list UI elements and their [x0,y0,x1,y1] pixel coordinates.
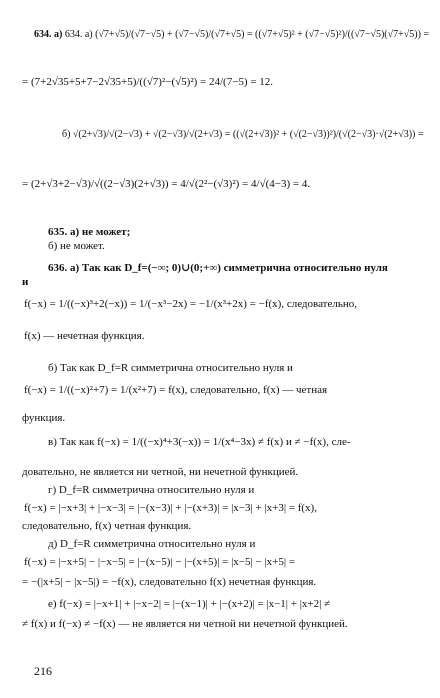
page-number: 216 [34,664,52,678]
line-636b-intro: б) Так как D_f=R симметрична относительно нуля и [48,362,293,374]
line-635a: 635. а) не может; [48,226,131,238]
line-634b-cont: = (2+√3+2−√3)/√((2−√3)(2+√3)) = 4/√(2²−(√3)²) = 4/√(4−3) = 4. [22,178,311,190]
line-636g-intro: г) D_f=R симметрична относительно нуля и [48,484,255,496]
line-636e-conclusion: ≠ f(x) и f(−x) ≠ −f(x) — не является ни четной ни нечетной функцией. [22,618,348,630]
line-634a [34,28,429,41]
line-634b: б) √(2+√3)/√(2−√3) + √(2−√3)/√(2+√3) = ((√(2+√3))² + (√(2−√3))²)/(√(2−√3)·√(2+√3)) = [62,129,424,140]
line-636c-conclusion: довательно, не является ни четной, ни нечетной функцией. [22,466,299,478]
line-636b-math: f(−x) = 1/((−x)²+7) = 1/(x²+7) = f(x), следовательно, f(x) — четная [24,384,328,396]
line-636a-and: и [22,276,29,288]
line-636a-intro: 636. а) Так как D_f=(−∞; 0)∪(0;+∞) симметрична относительно нуля [48,262,388,274]
line-636c-math: в) Так как f(−x) = 1/((−x)⁴+3(−x)) = 1/(x⁴−3x) ≠ f(x) и ≠ −f(x), сле- [48,436,351,448]
line-634a-cont: = (7+2√35+5+7−2√35+5)/((√7)²−(√5)²) = 24/(7−5) = 12. [22,76,274,88]
problem-634-label: 634. а) [34,29,63,40]
line-635b: б) не может. [48,240,105,252]
line-636g-conclusion: следовательно, f(x) четная функция. [22,520,192,532]
line-636d-intro: д) D_f=R симметрична относительно нуля и [48,538,256,550]
line-636g-math: f(−x) = |−x+3| + |−x−3| = |−(x−3)| + |−(x+3)| = |x−3| + |x+3| = f(x), [24,502,317,514]
line-636a-math: f(−x) = 1/((−x)³+2(−x)) = 1/(−x³−2x) = −1/(x³+2x) = −f(x), следовательно, [24,298,358,310]
line-636e-math: е) f(−x) = |−x+1| + |−x−2| = |−(x−1)| + |−(x+2)| = |x−1| + |x+2| ≠ [48,598,331,610]
line-636b-conclusion: функция. [22,412,66,424]
line-636a-conclusion: f(x) — нечетная функция. [24,330,145,342]
line-636d-cont: = −(|x+5| − |x−5|) = −f(x), следовательно f(x) нечетная функция. [22,576,317,588]
line-636d-math: f(−x) = |−x+5| − |−x−5| = |−(x−5)| − |−(x+5)| = |x−5| − |x+5| = [24,556,295,568]
math-634a: 634. а) (√7+√5)/(√7−√5) + (√7−√5)/(√7+√5) = ((√7+√5)² + (√7−√5)²)/((√7−√5)(√7+√5)) = [64,29,430,40]
